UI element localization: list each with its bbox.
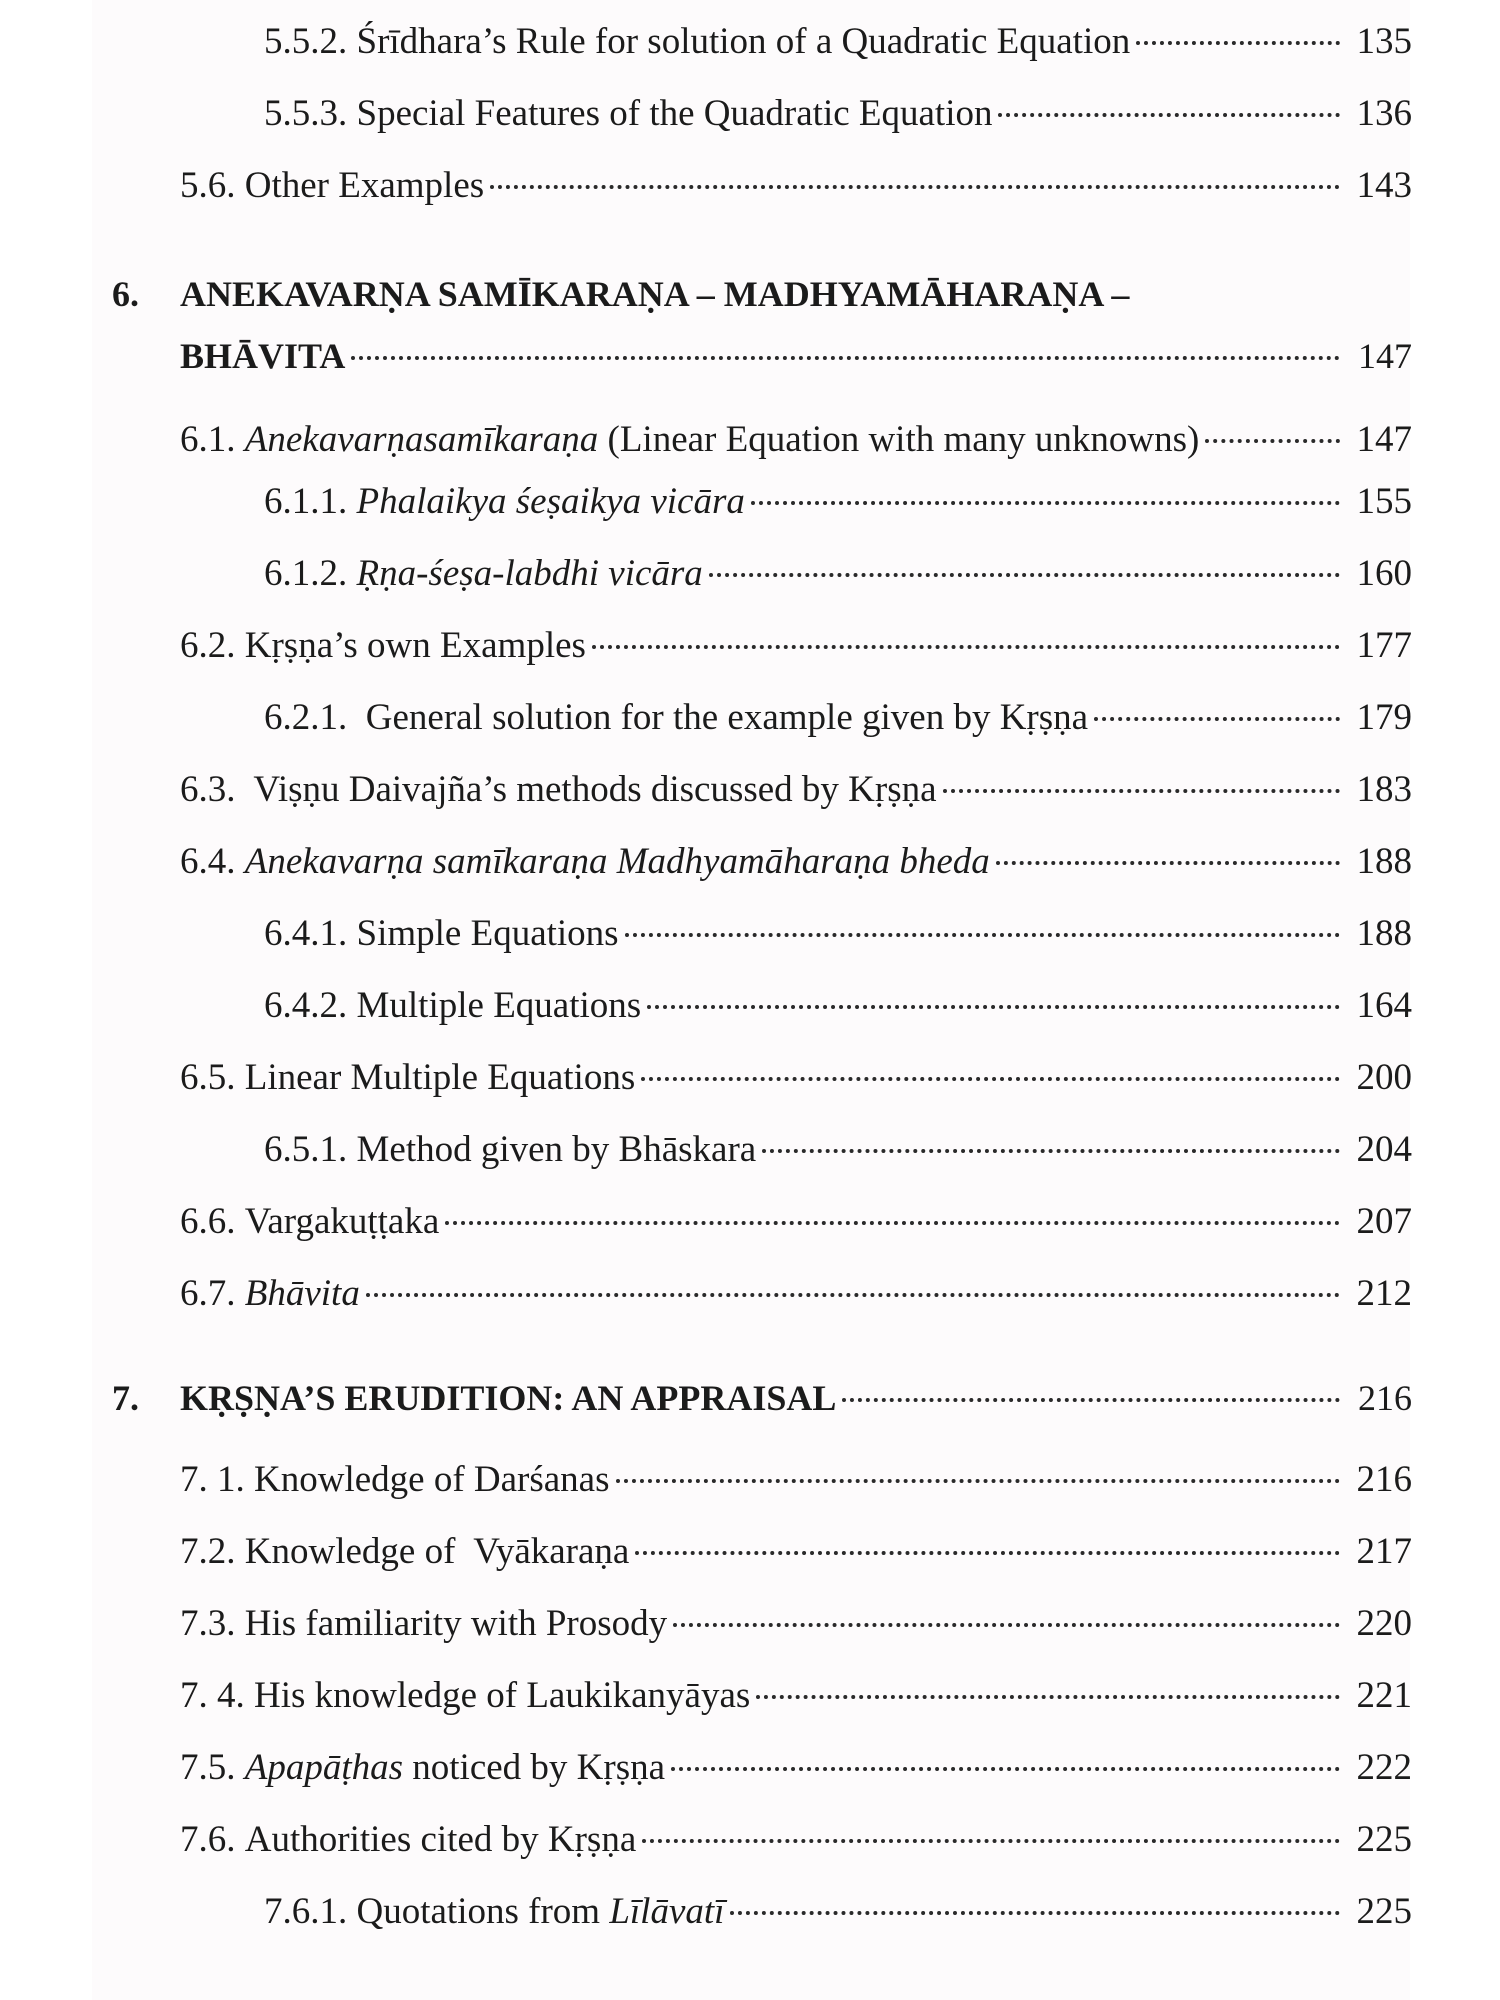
entry-title: Vargakuṭṭaka xyxy=(244,1201,440,1242)
dot-leader xyxy=(996,872,1340,873)
toc-entry xyxy=(264,912,1412,956)
toc-entry xyxy=(180,624,1412,668)
dot-leader xyxy=(762,1160,1340,1161)
chapter-entry xyxy=(180,334,1412,378)
toc-entry xyxy=(264,696,1412,740)
entry-title-plain: Quotations from xyxy=(356,1891,610,1932)
entry-number: 6.4.2. xyxy=(264,985,348,1026)
dot-leader xyxy=(842,1409,1340,1410)
page-number: 217 xyxy=(1356,1531,1412,1572)
dot-leader xyxy=(445,1232,1340,1233)
entry-title: Knowledge of Darśanas xyxy=(254,1459,610,1500)
page-number: 222 xyxy=(1356,1747,1412,1788)
toc-entry xyxy=(180,1056,1412,1100)
toc-entry xyxy=(180,1272,1412,1316)
dot-leader xyxy=(1094,728,1340,729)
toc-entry xyxy=(264,92,1412,136)
entry-title: Special Features of the Quadratic Equation xyxy=(356,93,993,134)
page-number: 164 xyxy=(1356,985,1412,1026)
page-number: 160 xyxy=(1356,553,1412,594)
entry-title: Multiple Equations xyxy=(356,985,642,1026)
entry-title: Knowledge of Vyākaraṇa xyxy=(244,1531,630,1572)
entry-title: Method given by Bhāskara xyxy=(356,1129,757,1170)
dot-leader xyxy=(1136,52,1340,53)
entry-number: 6.3. xyxy=(180,769,236,810)
toc-entry xyxy=(264,1890,1412,1934)
entry-number: 6.1. xyxy=(180,419,236,460)
entry-number: 6.4.1. xyxy=(264,913,348,954)
dot-leader xyxy=(366,1304,1340,1305)
entry-title: Anekavarṇa samīkaraṇa Madhyamāharaṇa bheda xyxy=(244,841,990,882)
entry-number: 7.6. xyxy=(180,1819,236,1860)
entry-number: 7.3. xyxy=(180,1603,236,1644)
chapter-number: 6. xyxy=(112,274,139,314)
page-number: 225 xyxy=(1356,1891,1412,1932)
page-number: 212 xyxy=(1356,1273,1412,1314)
page-number: 207 xyxy=(1356,1201,1412,1242)
page-number: 155 xyxy=(1356,481,1412,522)
page-number: 216 xyxy=(1356,1459,1412,1500)
page-number: 136 xyxy=(1356,93,1412,134)
dot-leader xyxy=(351,367,1340,368)
toc-entry xyxy=(264,20,1412,64)
entry-title-italic: Anekavarṇasamīkaraṇa xyxy=(244,419,599,460)
chapter-number: 7. xyxy=(112,1378,139,1418)
page-number: 221 xyxy=(1356,1675,1412,1716)
entry-number: 6.6. xyxy=(180,1201,236,1242)
entry-title: His knowledge of Laukikanyāyas xyxy=(254,1675,751,1716)
entry-number: 6.2. xyxy=(180,625,236,666)
entry-number: 6.1.2. xyxy=(264,553,348,594)
dot-leader xyxy=(635,1562,1340,1563)
chapter-title-line1: ANEKAVARṆA SAMĪKARAṆA – MADHYAMĀHARAṆA – xyxy=(180,274,1130,314)
toc-entry xyxy=(180,1602,1412,1646)
toc-entry xyxy=(180,768,1412,812)
entry-title-rest: (Linear Equation with many unknowns) xyxy=(598,419,1200,460)
entry-title: Viṣṇu Daivajña’s methods discussed by Kṛṣṇa xyxy=(244,769,937,810)
dot-leader xyxy=(673,1634,1340,1635)
entry-title: His familiarity with Prosody xyxy=(244,1603,668,1644)
page-number: 147 xyxy=(1356,419,1412,460)
dot-leader xyxy=(490,196,1340,197)
page-number: 135 xyxy=(1356,21,1412,62)
dot-leader xyxy=(647,1016,1340,1017)
toc-entry xyxy=(264,1128,1412,1172)
dot-leader xyxy=(943,800,1340,801)
dot-leader xyxy=(709,584,1340,585)
entry-number: 6.1.1. xyxy=(264,481,348,522)
entry-title: Authorities cited by Kṛṣṇa xyxy=(244,1819,637,1860)
dot-leader xyxy=(642,1850,1340,1851)
chapter-title-line2: BHĀVITA xyxy=(180,336,346,376)
entry-title-italic: Apapāṭhas xyxy=(244,1747,404,1788)
toc-entry xyxy=(264,984,1412,1028)
entry-title: Other Examples xyxy=(244,165,485,206)
dot-leader xyxy=(625,944,1340,945)
page-number: 177 xyxy=(1356,625,1412,666)
page-number: 204 xyxy=(1356,1129,1412,1170)
entry-number: 5.5.2. xyxy=(264,21,348,62)
chapter-title: KṚṢṆA’S ERUDITION: AN APPRAISAL xyxy=(180,1378,837,1418)
dot-leader xyxy=(998,124,1340,125)
dot-leader xyxy=(1205,450,1340,451)
entry-title: Kṛṣṇa’s own Examples xyxy=(244,625,586,666)
entry-number: 5.6. xyxy=(180,165,236,206)
dot-leader xyxy=(751,512,1340,513)
entry-number: 7. 1. xyxy=(180,1459,245,1500)
page-number: 179 xyxy=(1356,697,1412,738)
toc-entry xyxy=(180,418,1412,462)
entry-title: Simple Equations xyxy=(356,913,619,954)
page-number: 143 xyxy=(1356,165,1412,206)
page-number: 216 xyxy=(1358,1378,1412,1418)
entry-title: Śrīdhara’s Rule for solution of a Quadratic Equation xyxy=(356,21,1131,62)
toc-entry xyxy=(180,1746,1412,1790)
entry-title: Ṛṇa-śeṣa-labdhi vicāra xyxy=(356,553,703,594)
toc-entry xyxy=(180,840,1412,884)
toc-entry xyxy=(180,164,1412,208)
entry-number: 6.4. xyxy=(180,841,236,882)
page-number: 147 xyxy=(1358,336,1412,376)
entry-number: 6.5. xyxy=(180,1057,236,1098)
entry-title: Phalaikya śeṣaikya vicāra xyxy=(356,481,745,522)
entry-title-italic: Līlāvatī xyxy=(609,1891,725,1932)
dot-leader xyxy=(671,1778,1340,1779)
toc-entry xyxy=(264,552,1412,596)
dot-leader xyxy=(756,1706,1340,1707)
entry-number: 7.5. xyxy=(180,1747,236,1788)
entry-number: 6.7. xyxy=(180,1273,236,1314)
entry-number: 7.6.1. xyxy=(264,1891,348,1932)
toc-entry xyxy=(180,1818,1412,1862)
entry-title-rest: noticed by Kṛṣṇa xyxy=(403,1747,666,1788)
chapter-entry xyxy=(180,1376,1412,1420)
page-number: 220 xyxy=(1356,1603,1412,1644)
dot-leader xyxy=(616,1490,1341,1491)
entry-title: Bhāvita xyxy=(244,1273,360,1314)
entry-title: General solution for the example given by Kṛṣṇa xyxy=(356,697,1089,738)
dot-leader xyxy=(641,1088,1340,1089)
toc-entry xyxy=(180,1530,1412,1574)
toc-entry xyxy=(180,1674,1412,1718)
toc-entry xyxy=(180,1200,1412,1244)
entry-number: 6.5.1. xyxy=(264,1129,348,1170)
page-number: 188 xyxy=(1356,841,1412,882)
toc-entry xyxy=(264,480,1412,524)
entry-title: Linear Multiple Equations xyxy=(244,1057,636,1098)
page-number: 188 xyxy=(1356,913,1412,954)
entry-number: 5.5.3. xyxy=(264,93,348,134)
entry-number: 7. 4. xyxy=(180,1675,245,1716)
dot-leader xyxy=(730,1922,1340,1923)
toc-entry xyxy=(180,1458,1412,1502)
page-number: 200 xyxy=(1356,1057,1412,1098)
dot-leader xyxy=(592,656,1340,657)
entry-number: 6.2.1. xyxy=(264,697,348,738)
page-number: 225 xyxy=(1356,1819,1412,1860)
page-number: 183 xyxy=(1356,769,1412,810)
entry-number: 7.2. xyxy=(180,1531,236,1572)
